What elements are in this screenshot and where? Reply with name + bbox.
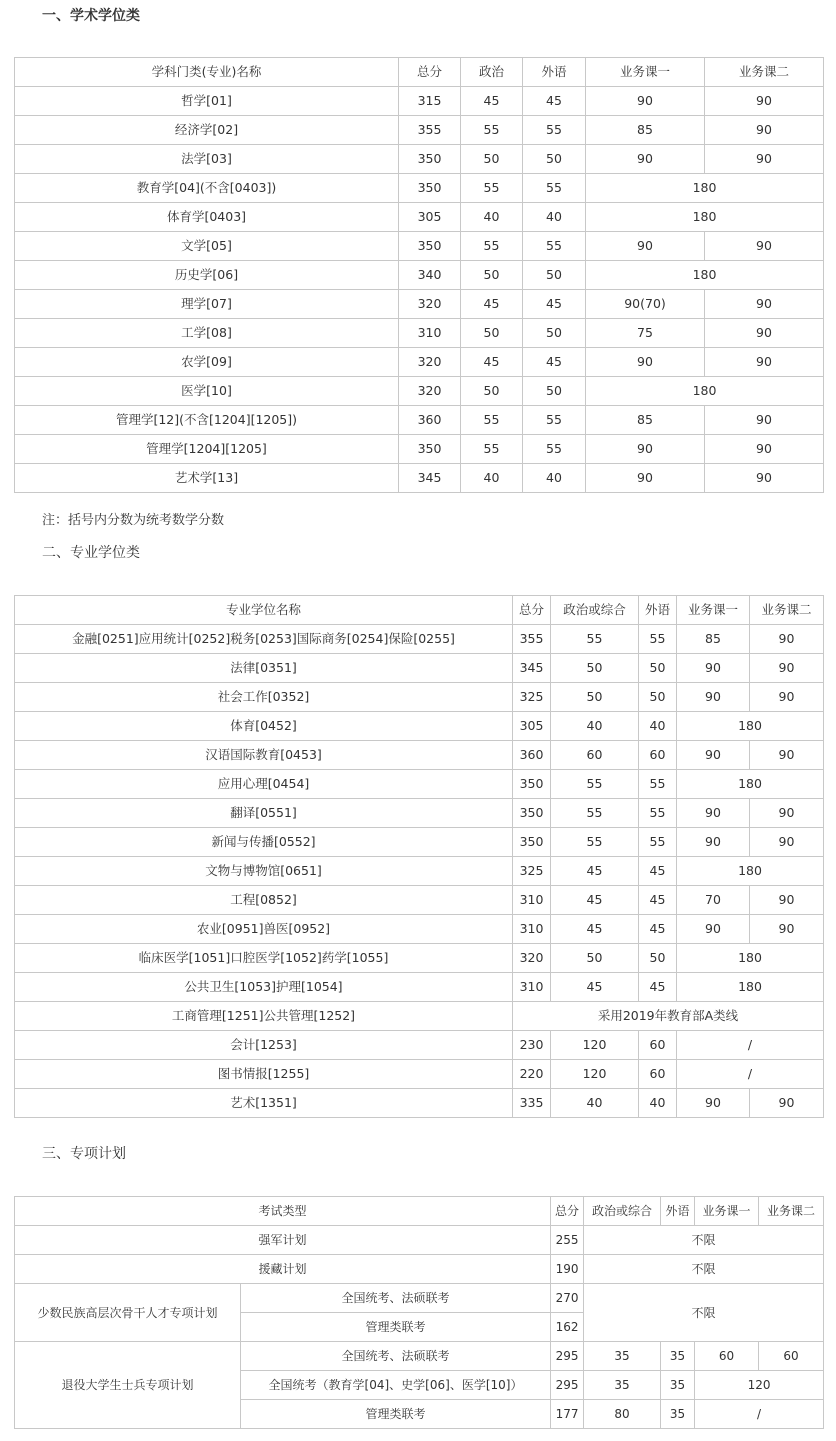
- language-score: 45: [523, 348, 586, 377]
- course1-score: 60: [695, 1342, 759, 1371]
- total-score: 220: [513, 1060, 551, 1089]
- total-score: 350: [513, 828, 551, 857]
- total-score: 310: [513, 915, 551, 944]
- course2-score: 90: [750, 741, 824, 770]
- degree-name: 公共卫生[1053]护理[1054]: [15, 973, 513, 1002]
- combined-courses-score: /: [677, 1031, 824, 1060]
- course1-score: 85: [586, 406, 705, 435]
- exam-subtype: 管理类联考: [241, 1313, 551, 1342]
- politics-score: 35: [584, 1371, 661, 1400]
- header-cell: 政治或综合: [584, 1197, 661, 1226]
- unlimited-note: 不限: [584, 1284, 824, 1342]
- table-row: [15, 290, 824, 319]
- politics-score: 35: [584, 1342, 661, 1371]
- language-score: 55: [523, 232, 586, 261]
- course2-score: 90: [750, 828, 824, 857]
- language-score: 45: [639, 973, 677, 1002]
- header-cell: 总分: [399, 58, 461, 87]
- course2-score: 60: [759, 1342, 824, 1371]
- language-score: 40: [523, 203, 586, 232]
- politics-score: 55: [461, 435, 523, 464]
- header-cell: 总分: [551, 1197, 584, 1226]
- course2-score: 90: [750, 654, 824, 683]
- language-score: 45: [639, 857, 677, 886]
- degree-name: 工程[0852]: [15, 886, 513, 915]
- discipline-name: 管理学[12](不含[1204][1205]): [15, 406, 399, 435]
- total-score: 310: [513, 886, 551, 915]
- header-cell: 业务课一: [695, 1197, 759, 1226]
- table-row: [15, 654, 824, 683]
- degree-name: 法律[0351]: [15, 654, 513, 683]
- total-score: 350: [399, 174, 461, 203]
- language-score: 60: [639, 1031, 677, 1060]
- politics-score: 45: [461, 290, 523, 319]
- language-score: 35: [661, 1400, 695, 1429]
- table-row: [15, 377, 824, 406]
- discipline-name: 农学[09]: [15, 348, 399, 377]
- course1-score: 75: [586, 319, 705, 348]
- total-score: 360: [399, 406, 461, 435]
- course1-score: 90: [677, 915, 750, 944]
- table-row: [15, 348, 824, 377]
- total-score: 345: [399, 464, 461, 493]
- language-score: 50: [639, 683, 677, 712]
- course1-score: 90: [677, 654, 750, 683]
- politics-score: 40: [461, 464, 523, 493]
- language-score: 50: [639, 944, 677, 973]
- total-score: 350: [399, 145, 461, 174]
- total-score: 325: [513, 857, 551, 886]
- course2-score: 90: [705, 319, 824, 348]
- table-row: [15, 406, 824, 435]
- header-cell: 外语: [523, 58, 586, 87]
- discipline-name: 医学[10]: [15, 377, 399, 406]
- language-score: 55: [639, 770, 677, 799]
- degree-name: 工商管理[1251]公共管理[1252]: [15, 1002, 513, 1031]
- course1-score: 90: [586, 145, 705, 174]
- table-row: [15, 944, 824, 973]
- table-header-row: [15, 596, 824, 625]
- discipline-name: 哲学[01]: [15, 87, 399, 116]
- politics-score: 55: [461, 406, 523, 435]
- table-row: [15, 741, 824, 770]
- section-title-special-plans: 三、专项计划: [42, 1146, 126, 1162]
- course2-score: 90: [705, 435, 824, 464]
- exam-subtype: 管理类联考: [241, 1400, 551, 1429]
- table-row: [15, 683, 824, 712]
- course1-score: 90(70): [586, 290, 705, 319]
- total-score: 320: [513, 944, 551, 973]
- total-score: 345: [513, 654, 551, 683]
- degree-name: 新闻与传播[0552]: [15, 828, 513, 857]
- total-score: 162: [551, 1313, 584, 1342]
- table-row: [15, 145, 824, 174]
- course2-score: 90: [705, 87, 824, 116]
- degree-name: 翻译[0551]: [15, 799, 513, 828]
- table-header-row: [15, 1197, 824, 1226]
- header-cell: 业务课一: [677, 596, 750, 625]
- exam-subtype: 全国统考（教育学[04]、史学[06]、医学[10]）: [241, 1371, 551, 1400]
- discipline-name: 体育学[0403]: [15, 203, 399, 232]
- table-row: [15, 973, 824, 1002]
- discipline-name: 工学[08]: [15, 319, 399, 348]
- course1-score: 90: [677, 1089, 750, 1118]
- combined-courses-score: 180: [677, 770, 824, 799]
- politics-score: 50: [461, 319, 523, 348]
- discipline-name: 经济学[02]: [15, 116, 399, 145]
- politics-score: 45: [461, 348, 523, 377]
- table-row: [15, 232, 824, 261]
- header-cell: 考试类型: [15, 1197, 551, 1226]
- table-row: [15, 857, 824, 886]
- course1-score: 90: [586, 87, 705, 116]
- table-row: [15, 1255, 824, 1284]
- course2-score: 90: [705, 232, 824, 261]
- table-row: [15, 886, 824, 915]
- politics-score: 50: [551, 944, 639, 973]
- politics-score: 40: [551, 1089, 639, 1118]
- header-cell: 学科门类(专业)名称: [15, 58, 399, 87]
- table-row: [15, 1060, 824, 1089]
- politics-score: 50: [461, 145, 523, 174]
- total-score: 360: [513, 741, 551, 770]
- language-score: 40: [639, 712, 677, 741]
- header-cell: 政治: [461, 58, 523, 87]
- table-row: [15, 1284, 824, 1313]
- header-cell: 外语: [639, 596, 677, 625]
- exam-type: 援藏计划: [15, 1255, 551, 1284]
- header-cell: 业务课一: [586, 58, 705, 87]
- degree-name: 图书情报[1255]: [15, 1060, 513, 1089]
- table-row: [15, 915, 824, 944]
- table-row: [15, 116, 824, 145]
- combined-courses-score: 180: [677, 712, 824, 741]
- table-row: [15, 770, 824, 799]
- language-score: 40: [639, 1089, 677, 1118]
- national-line-note: 采用2019年教育部A类线: [513, 1002, 824, 1031]
- language-score: 45: [639, 915, 677, 944]
- section-title-academic: 一、学术学位类: [42, 8, 140, 24]
- language-score: 50: [523, 319, 586, 348]
- total-score: 350: [399, 232, 461, 261]
- politics-score: 50: [551, 654, 639, 683]
- degree-name: 会计[1253]: [15, 1031, 513, 1060]
- total-score: 355: [513, 625, 551, 654]
- politics-score: 80: [584, 1400, 661, 1429]
- table-note: 注：括号内分数为统考数学分数: [42, 513, 225, 528]
- discipline-name: 文学[05]: [15, 232, 399, 261]
- politics-score: 60: [551, 741, 639, 770]
- politics-score: 45: [461, 87, 523, 116]
- course2-score: 90: [750, 625, 824, 654]
- degree-name: 农业[0951]兽医[0952]: [15, 915, 513, 944]
- course2-score: 90: [705, 145, 824, 174]
- course1-score: 90: [586, 232, 705, 261]
- course1-score: 85: [586, 116, 705, 145]
- language-score: 55: [523, 435, 586, 464]
- academic-degree-table: [14, 57, 824, 493]
- course1-score: 90: [586, 435, 705, 464]
- politics-score: 50: [461, 261, 523, 290]
- header-cell: 业务课二: [705, 58, 824, 87]
- course2-score: 90: [705, 348, 824, 377]
- header-cell: 总分: [513, 596, 551, 625]
- degree-name: 文物与博物馆[0651]: [15, 857, 513, 886]
- language-score: 45: [523, 290, 586, 319]
- politics-score: 45: [551, 973, 639, 1002]
- politics-score: 50: [551, 683, 639, 712]
- total-score: 230: [513, 1031, 551, 1060]
- table-row: [15, 464, 824, 493]
- language-score: 55: [523, 174, 586, 203]
- total-score: 350: [513, 799, 551, 828]
- discipline-name: 教育学[04](不含[0403]): [15, 174, 399, 203]
- header-cell: 外语: [661, 1197, 695, 1226]
- language-score: 55: [523, 406, 586, 435]
- language-score: 60: [639, 1060, 677, 1089]
- table-row: [15, 1002, 824, 1031]
- language-score: 55: [639, 625, 677, 654]
- combined-courses-score: /: [695, 1400, 824, 1429]
- politics-score: 40: [461, 203, 523, 232]
- language-score: 45: [639, 886, 677, 915]
- course1-score: 90: [586, 348, 705, 377]
- combined-courses-score: 180: [677, 857, 824, 886]
- course1-score: 90: [677, 828, 750, 857]
- total-score: 305: [399, 203, 461, 232]
- course2-score: 90: [750, 915, 824, 944]
- language-score: 35: [661, 1371, 695, 1400]
- table-row: [15, 1342, 824, 1371]
- politics-score: 120: [551, 1060, 639, 1089]
- table-row: [15, 261, 824, 290]
- politics-score: 55: [461, 232, 523, 261]
- politics-score: 45: [551, 886, 639, 915]
- header-cell: 业务课二: [750, 596, 824, 625]
- table-row: [15, 712, 824, 741]
- politics-score: 55: [461, 174, 523, 203]
- course2-score: 90: [705, 406, 824, 435]
- degree-name: 艺术[1351]: [15, 1089, 513, 1118]
- section-title-professional: 二、专业学位类: [42, 545, 140, 561]
- total-score: 295: [551, 1342, 584, 1371]
- total-score: 270: [551, 1284, 584, 1313]
- total-score: 315: [399, 87, 461, 116]
- degree-name: 应用心理[0454]: [15, 770, 513, 799]
- discipline-name: 理学[07]: [15, 290, 399, 319]
- discipline-name: 历史学[06]: [15, 261, 399, 290]
- discipline-name: 法学[03]: [15, 145, 399, 174]
- combined-courses-score: 180: [586, 203, 824, 232]
- unlimited-note: 不限: [584, 1226, 824, 1255]
- total-score: 350: [399, 435, 461, 464]
- table-row: [15, 828, 824, 857]
- table-row: [15, 174, 824, 203]
- course1-score: 90: [586, 464, 705, 493]
- degree-name: 体育[0452]: [15, 712, 513, 741]
- language-score: 50: [639, 654, 677, 683]
- politics-score: 55: [551, 799, 639, 828]
- table-header-row: [15, 58, 824, 87]
- exam-type: 强军计划: [15, 1226, 551, 1255]
- combined-courses-score: 180: [677, 973, 824, 1002]
- plan-group-name: 退役大学生士兵专项计划: [15, 1342, 241, 1429]
- combined-courses-score: 180: [586, 261, 824, 290]
- professional-degree-table: [14, 595, 824, 1118]
- header-cell: 专业学位名称: [15, 596, 513, 625]
- course2-score: 90: [750, 683, 824, 712]
- politics-score: 55: [461, 116, 523, 145]
- total-score: 355: [399, 116, 461, 145]
- total-score: 350: [513, 770, 551, 799]
- politics-score: 50: [461, 377, 523, 406]
- table-row: [15, 1089, 824, 1118]
- total-score: 340: [399, 261, 461, 290]
- total-score: 310: [513, 973, 551, 1002]
- special-plans-table: [14, 1196, 824, 1429]
- combined-courses-score: 180: [677, 944, 824, 973]
- course2-score: 90: [750, 799, 824, 828]
- header-cell: 政治或综合: [551, 596, 639, 625]
- total-score: 305: [513, 712, 551, 741]
- total-score: 325: [513, 683, 551, 712]
- table-row: [15, 319, 824, 348]
- course2-score: 90: [705, 464, 824, 493]
- course1-score: 85: [677, 625, 750, 654]
- politics-score: 120: [551, 1031, 639, 1060]
- politics-score: 55: [551, 828, 639, 857]
- course2-score: 90: [705, 116, 824, 145]
- exam-subtype: 全国统考、法硕联考: [241, 1342, 551, 1371]
- table-row: [15, 1031, 824, 1060]
- total-score: 177: [551, 1400, 584, 1429]
- language-score: 55: [639, 828, 677, 857]
- politics-score: 55: [551, 625, 639, 654]
- course2-score: 90: [705, 290, 824, 319]
- table-row: [15, 203, 824, 232]
- politics-score: 40: [551, 712, 639, 741]
- discipline-name: 管理学[1204][1205]: [15, 435, 399, 464]
- combined-courses-score: /: [677, 1060, 824, 1089]
- table-row: [15, 435, 824, 464]
- total-score: 295: [551, 1371, 584, 1400]
- language-score: 50: [523, 261, 586, 290]
- total-score: 255: [551, 1226, 584, 1255]
- combined-courses-score: 180: [586, 174, 824, 203]
- header-cell: 业务课二: [759, 1197, 824, 1226]
- language-score: 55: [639, 799, 677, 828]
- degree-name: 金融[0251]应用统计[0252]税务[0253]国际商务[0254]保险[0255]: [15, 625, 513, 654]
- total-score: 190: [551, 1255, 584, 1284]
- total-score: 320: [399, 377, 461, 406]
- exam-subtype: 全国统考、法硕联考: [241, 1284, 551, 1313]
- course2-score: 90: [750, 1089, 824, 1118]
- discipline-name: 艺术学[13]: [15, 464, 399, 493]
- degree-name: 汉语国际教育[0453]: [15, 741, 513, 770]
- course1-score: 90: [677, 683, 750, 712]
- total-score: 310: [399, 319, 461, 348]
- plan-group-name: 少数民族高层次骨干人才专项计划: [15, 1284, 241, 1342]
- table-row: [15, 1226, 824, 1255]
- language-score: 40: [523, 464, 586, 493]
- degree-name: 临床医学[1051]口腔医学[1052]药学[1055]: [15, 944, 513, 973]
- language-score: 50: [523, 377, 586, 406]
- politics-score: 45: [551, 915, 639, 944]
- total-score: 320: [399, 348, 461, 377]
- course2-score: 90: [750, 886, 824, 915]
- course1-score: 70: [677, 886, 750, 915]
- table-row: [15, 625, 824, 654]
- language-score: 60: [639, 741, 677, 770]
- language-score: 55: [523, 116, 586, 145]
- combined-courses-score: 180: [586, 377, 824, 406]
- degree-name: 社会工作[0352]: [15, 683, 513, 712]
- table-row: [15, 87, 824, 116]
- politics-score: 55: [551, 770, 639, 799]
- language-score: 50: [523, 145, 586, 174]
- language-score: 45: [523, 87, 586, 116]
- course1-score: 90: [677, 741, 750, 770]
- course1-score: 90: [677, 799, 750, 828]
- total-score: 335: [513, 1089, 551, 1118]
- politics-score: 45: [551, 857, 639, 886]
- table-row: [15, 799, 824, 828]
- combined-courses-score: 120: [695, 1371, 824, 1400]
- language-score: 35: [661, 1342, 695, 1371]
- total-score: 320: [399, 290, 461, 319]
- unlimited-note: 不限: [584, 1255, 824, 1284]
